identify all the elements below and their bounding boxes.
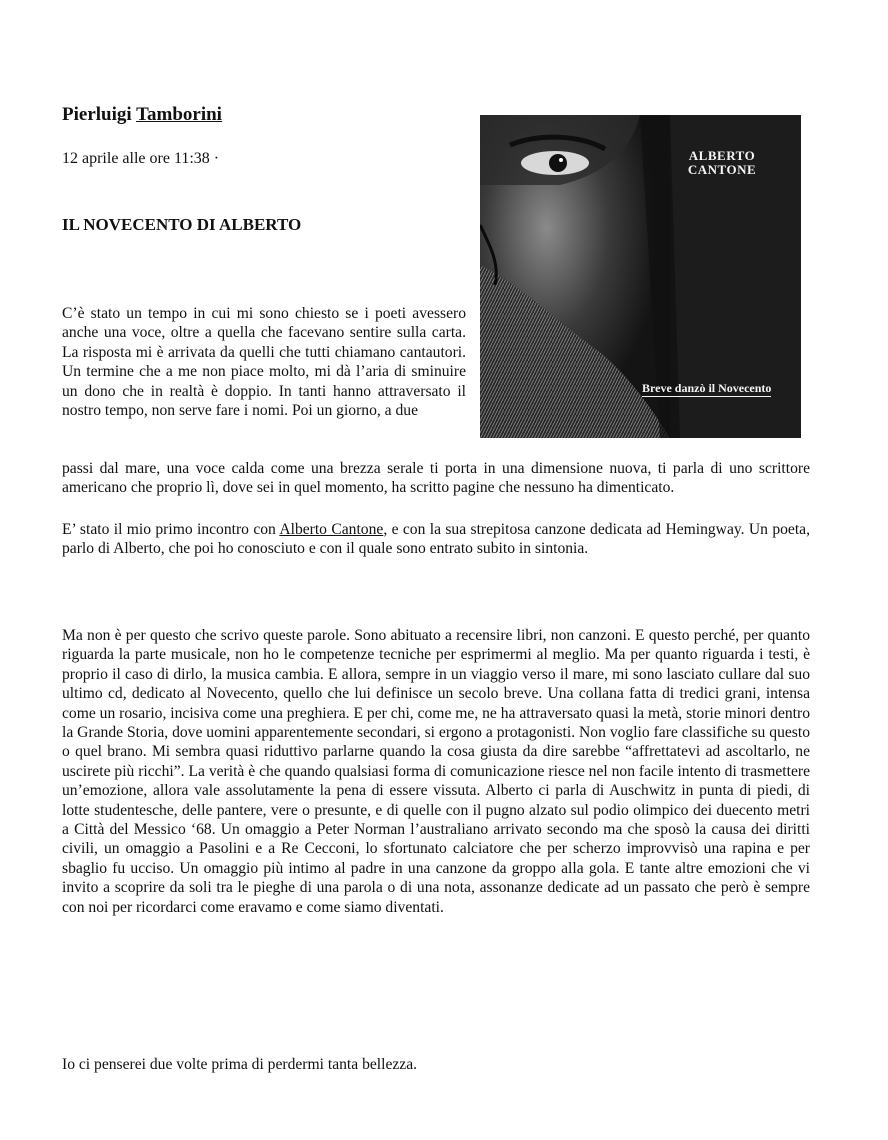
album-cover (480, 115, 801, 438)
paragraph-1-bottom: passi dal mare, una voce calda come una brezza serale ti porta in una dimensione nuova, ti parla di uno scrittore americano che proprio lì, dove sei in quel momento, ha scritto pagine che nessuno ha dimenticato. (62, 460, 810, 497)
paragraph-2-end: , e con la sua strepitosa canzone dedicata ad Hemingway. Un poeta, parlo di Alberto, che poi ho conosciuto e con il quale sono entrato subito in sintonia. (62, 521, 811, 558)
post-date: 12 aprile alle ore 11:38 · (62, 150, 220, 167)
author-first-name: Pierluigi (62, 104, 132, 125)
post-author[interactable] (62, 104, 222, 126)
paragraph-2-start: E’ stato il mio primo incontro con (62, 521, 280, 538)
paragraph-3: Ma non è per questo che scrivo queste parole. Sono abituato a recensire libri, non canzoni. E questo perché, per quanto riguarda la parte musicale, non ho le competenze tecniche per esprimermi al meglio. Ma per quanto riguarda i testi, è proprio il caso di dirlo, la musica cambia. E allora, sempre in un viaggio verso il mare, mi sono lasciato cullare dal suo ultimo cd, dedicato al Novecento, quello che lui definisce un secolo breve. Una collana fatta di tredici grani, intensa come un rosario, incisiva come una preghiera. E per chi, come me, ne ha attraversato quasi la metà, storie minori dentro la Grande Storia, dove uomini apparentemente secondari, si ergono a protagonisti. Non voglio fare classifiche su questo o quel brano. Mi sembra quasi riduttivo parlarne quando la cosa giusta da dire sarebbe “affrettatevi ad ascoltarlo, ne uscirete più ricchi”. La verità è che quando qualsiasi forma di comunicazione riesce nel non facile intento di trasmettere un’emozione, allora vale assolutamente la pena di essere vissuta. Alberto ci parla di Auschwitz in punta di piedi, di lotte studentesche, delle pantere, vere o presunte, e di quelle con il pugno alzato sul podio olimpico dei duecento metri a Città del Messico ‘68. Un omaggio a Peter Norman l’australiano arrivato secondo ma che sposò la causa dei diritti civili, un omaggio a Pasolini e a Re Cecconi, lo sfortunato calciatore che per scherzo improvvisò una rapina e per sbaglio fu ucciso. Un omaggio più intimo al padre in una canzone da groppo alla gola. E tante altre emozioni che vi invito a scoprire da soli tra le pieghe di una parola o di una nota, assonanze dedicate ad un passato che però è sempre con noi per ricordarci come eravamo e come siamo diventati. (62, 627, 810, 916)
post-title: IL NOVECENTO DI ALBERTO (62, 215, 302, 234)
author-last-name[interactable]: Tamborini (136, 104, 222, 125)
cover-album-title: Breve danzò il Novecento (642, 381, 772, 395)
alberto-cantone-link[interactable]: Alberto Cantone (279, 521, 384, 538)
cover-artist-name: ALBERTO CANTONE (687, 148, 757, 177)
closing-paragraph: Io ci penserei due volte prima di perdermi tanta bellezza. (62, 1056, 418, 1073)
paragraph-1-top: C’è stato un tempo in cui mi sono chiesto se i poeti avessero anche una voce, oltre a quella che facevano sentire sulla carta. La risposta mi è arrivata da quelli che tutti chiamano cantautori. Un termine che a me non piace molto, mi dà l’aria di sminuire un dono che in realtà è doppio. In tanti hanno attraversato il nostro tempo, non serve fare i nomi. Poi un giorno, a due (62, 305, 466, 420)
paragraph-2 (62, 520, 810, 559)
